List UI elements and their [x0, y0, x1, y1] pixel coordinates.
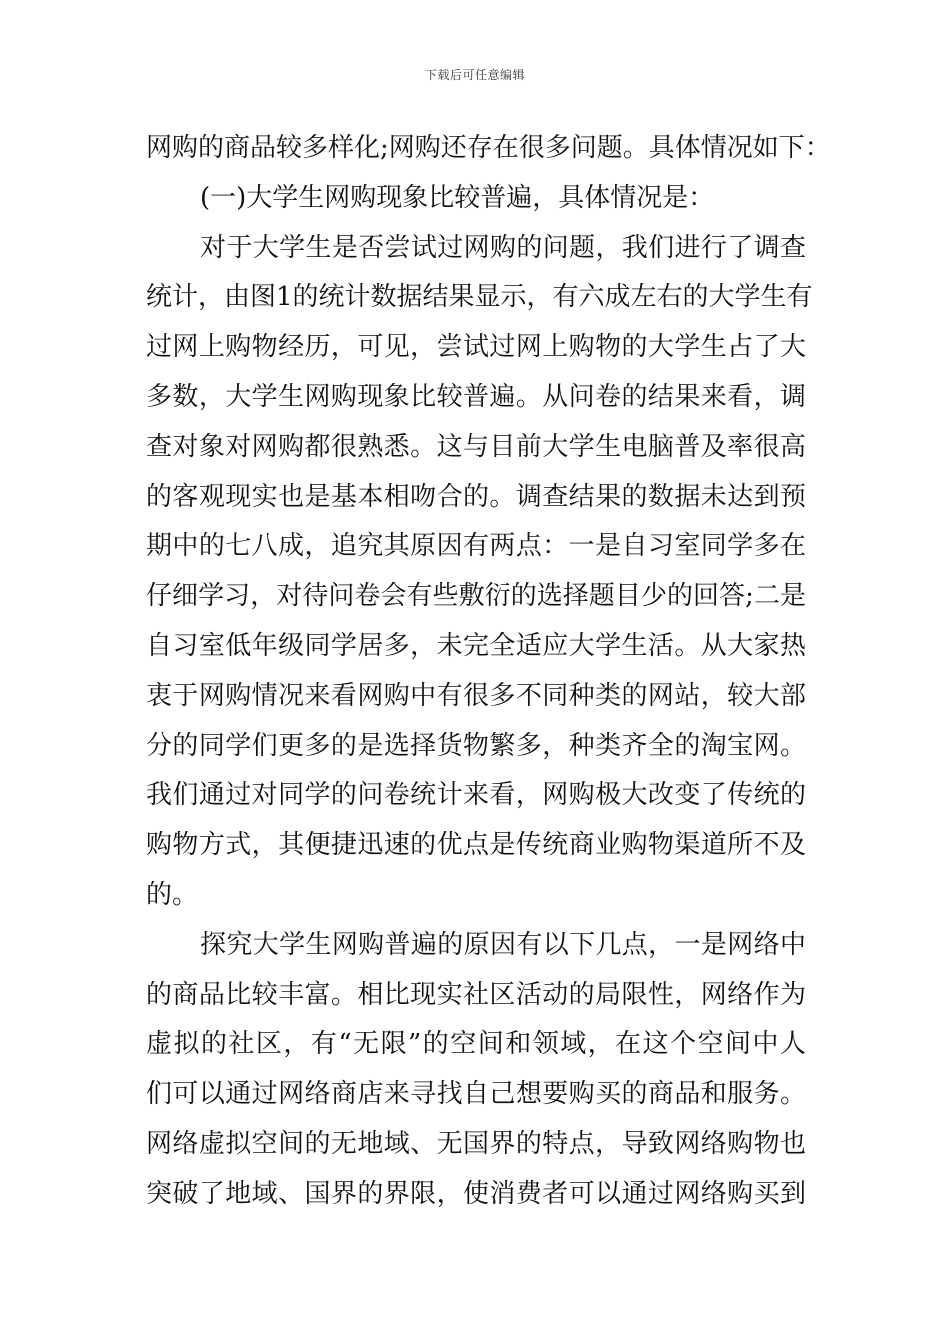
text-line: 对于大学生是否尝试过网购的问题，我们进行了调查 — [200, 232, 806, 263]
text-line: 衷于网购情况来看网购中有很多不同种类的网站，较大部 — [146, 680, 806, 711]
text-line: 网购的商品较多样化;网购还存在很多问题。具体情况如下： — [146, 133, 831, 163]
text-line: 网络虚拟空间的无地域、无国界的特点，导致网络购物也 — [146, 1128, 806, 1159]
text-line: 仔细学习，对待问卷会有些敷衍的选择题目少的回答;二是 — [146, 581, 806, 612]
text-line: 的客观现实也是基本相吻合的。调查结果的数据未达到预 — [146, 481, 806, 512]
section-heading: (一)大学生网购现象比较普遍，具体情况是： — [200, 182, 715, 213]
text-line: 多数，大学生网购现象比较普遍。从问卷的结果来看，调 — [146, 381, 806, 412]
text-line: 我们通过对同学的问卷统计来看，网购极大改变了传统的 — [146, 780, 806, 811]
text-line: 分的同学们更多的是选择货物繁多，种类齐全的淘宝网。 — [146, 730, 806, 761]
text-line: 突破了地域、国界的界限，使消费者可以通过网络购买到 — [146, 1178, 806, 1209]
header-note: 下载后可任意编辑 — [424, 68, 525, 82]
text-line: 虚拟的社区，有“无限”的空间和领域，在这个空间中人 — [146, 1029, 806, 1060]
text-line: 们可以通过网络商店来寻找自己想要购买的商品和服务。 — [146, 1079, 806, 1110]
text-line: 期中的七八成，追究其原因有两点：一是自习室同学多在 — [146, 531, 806, 562]
text-line: 自习室低年级同学居多，未完全适应大学生活。从大家热 — [146, 630, 806, 661]
text-line: 探究大学生网购普遍的原因有以下几点，一是网络中 — [200, 929, 806, 960]
text-line: 查对象对网购都很熟悉。这与目前大学生电脑普及率很高 — [146, 431, 806, 462]
text-line: 的。 — [146, 879, 199, 910]
text-line: 过网上购物经历，可见，尝试过网上购物的大学生占了大 — [146, 332, 806, 363]
text-line: 购物方式，其便捷迅速的优点是传统商业购物渠道所不及 — [146, 830, 806, 861]
text-line: 的商品比较丰富。相比现实社区活动的局限性，网络作为 — [146, 979, 806, 1010]
body-text — [146, 124, 831, 1220]
text-line: 统计，由图1的统计数据结果显示，有六成左右的大学生有 — [146, 282, 813, 313]
